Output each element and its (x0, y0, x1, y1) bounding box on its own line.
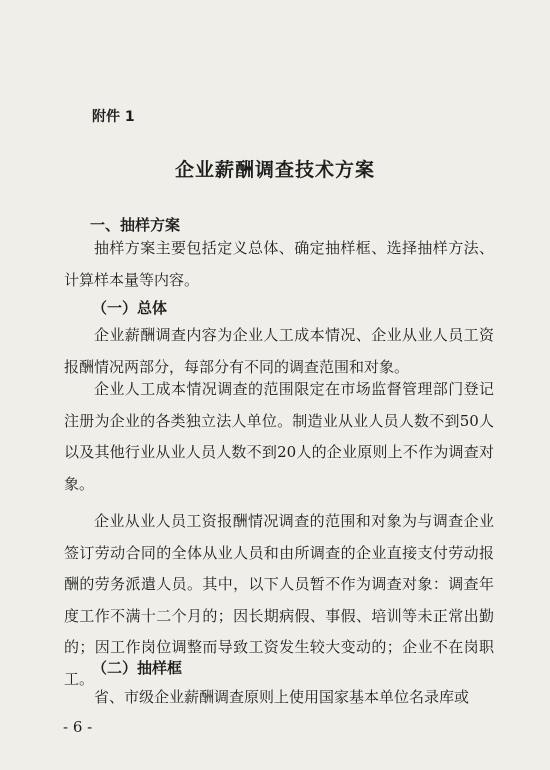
document-title: 企业薪酬调查技术方案 (174, 159, 375, 181)
subsection-heading-sampling-frame: （二）抽样框 (92, 659, 183, 677)
attachment-label: 附件 1 (92, 109, 135, 125)
subsection-heading-population: （一）总体 (92, 299, 168, 317)
paragraph-labor-cost-scope: 企业人工成本情况调查的范围限定在市场监督管理部门登记注册为企业的各类独立法人单位。制造业从业人员人数不到50人以及其他行业从业人员人数不到20人的企业原则上不作为调查对象。 (64, 380, 494, 493)
paragraph-wage-survey-scope: 企业从业人员工资报酬情况调查的范围和对象为与调查企业签订劳动合同的全体从业人员和由所调查的企业直接支付劳动报酬的劳务派遣人员。其中，以下人员暂不作为调查对象：调查年度工作不满十二个月的；因长期病假、事假、培训等未正常出勤的；因工作岗位调整而导致工资发生较大变动的；企业不在岗职工。 (64, 512, 494, 688)
paragraph-survey-content: 企业薪酬调查内容为企业人工成本情况、企业从业人员工资报酬情况两部分，每部分有不同的调查范围和对象。 (64, 326, 494, 376)
page-number: - 6 - (63, 718, 93, 736)
paragraph-sampling-intro: 抽样方案主要包括定义总体、确定抽样框、选择抽样方法、计算样本量等内容。 (64, 239, 494, 289)
section-heading-sampling-plan: 一、抽样方案 (90, 216, 181, 234)
paragraph-sampling-frame: 省、市级企业薪酬调查原则上使用国家基本单位名录库或 (94, 688, 470, 706)
